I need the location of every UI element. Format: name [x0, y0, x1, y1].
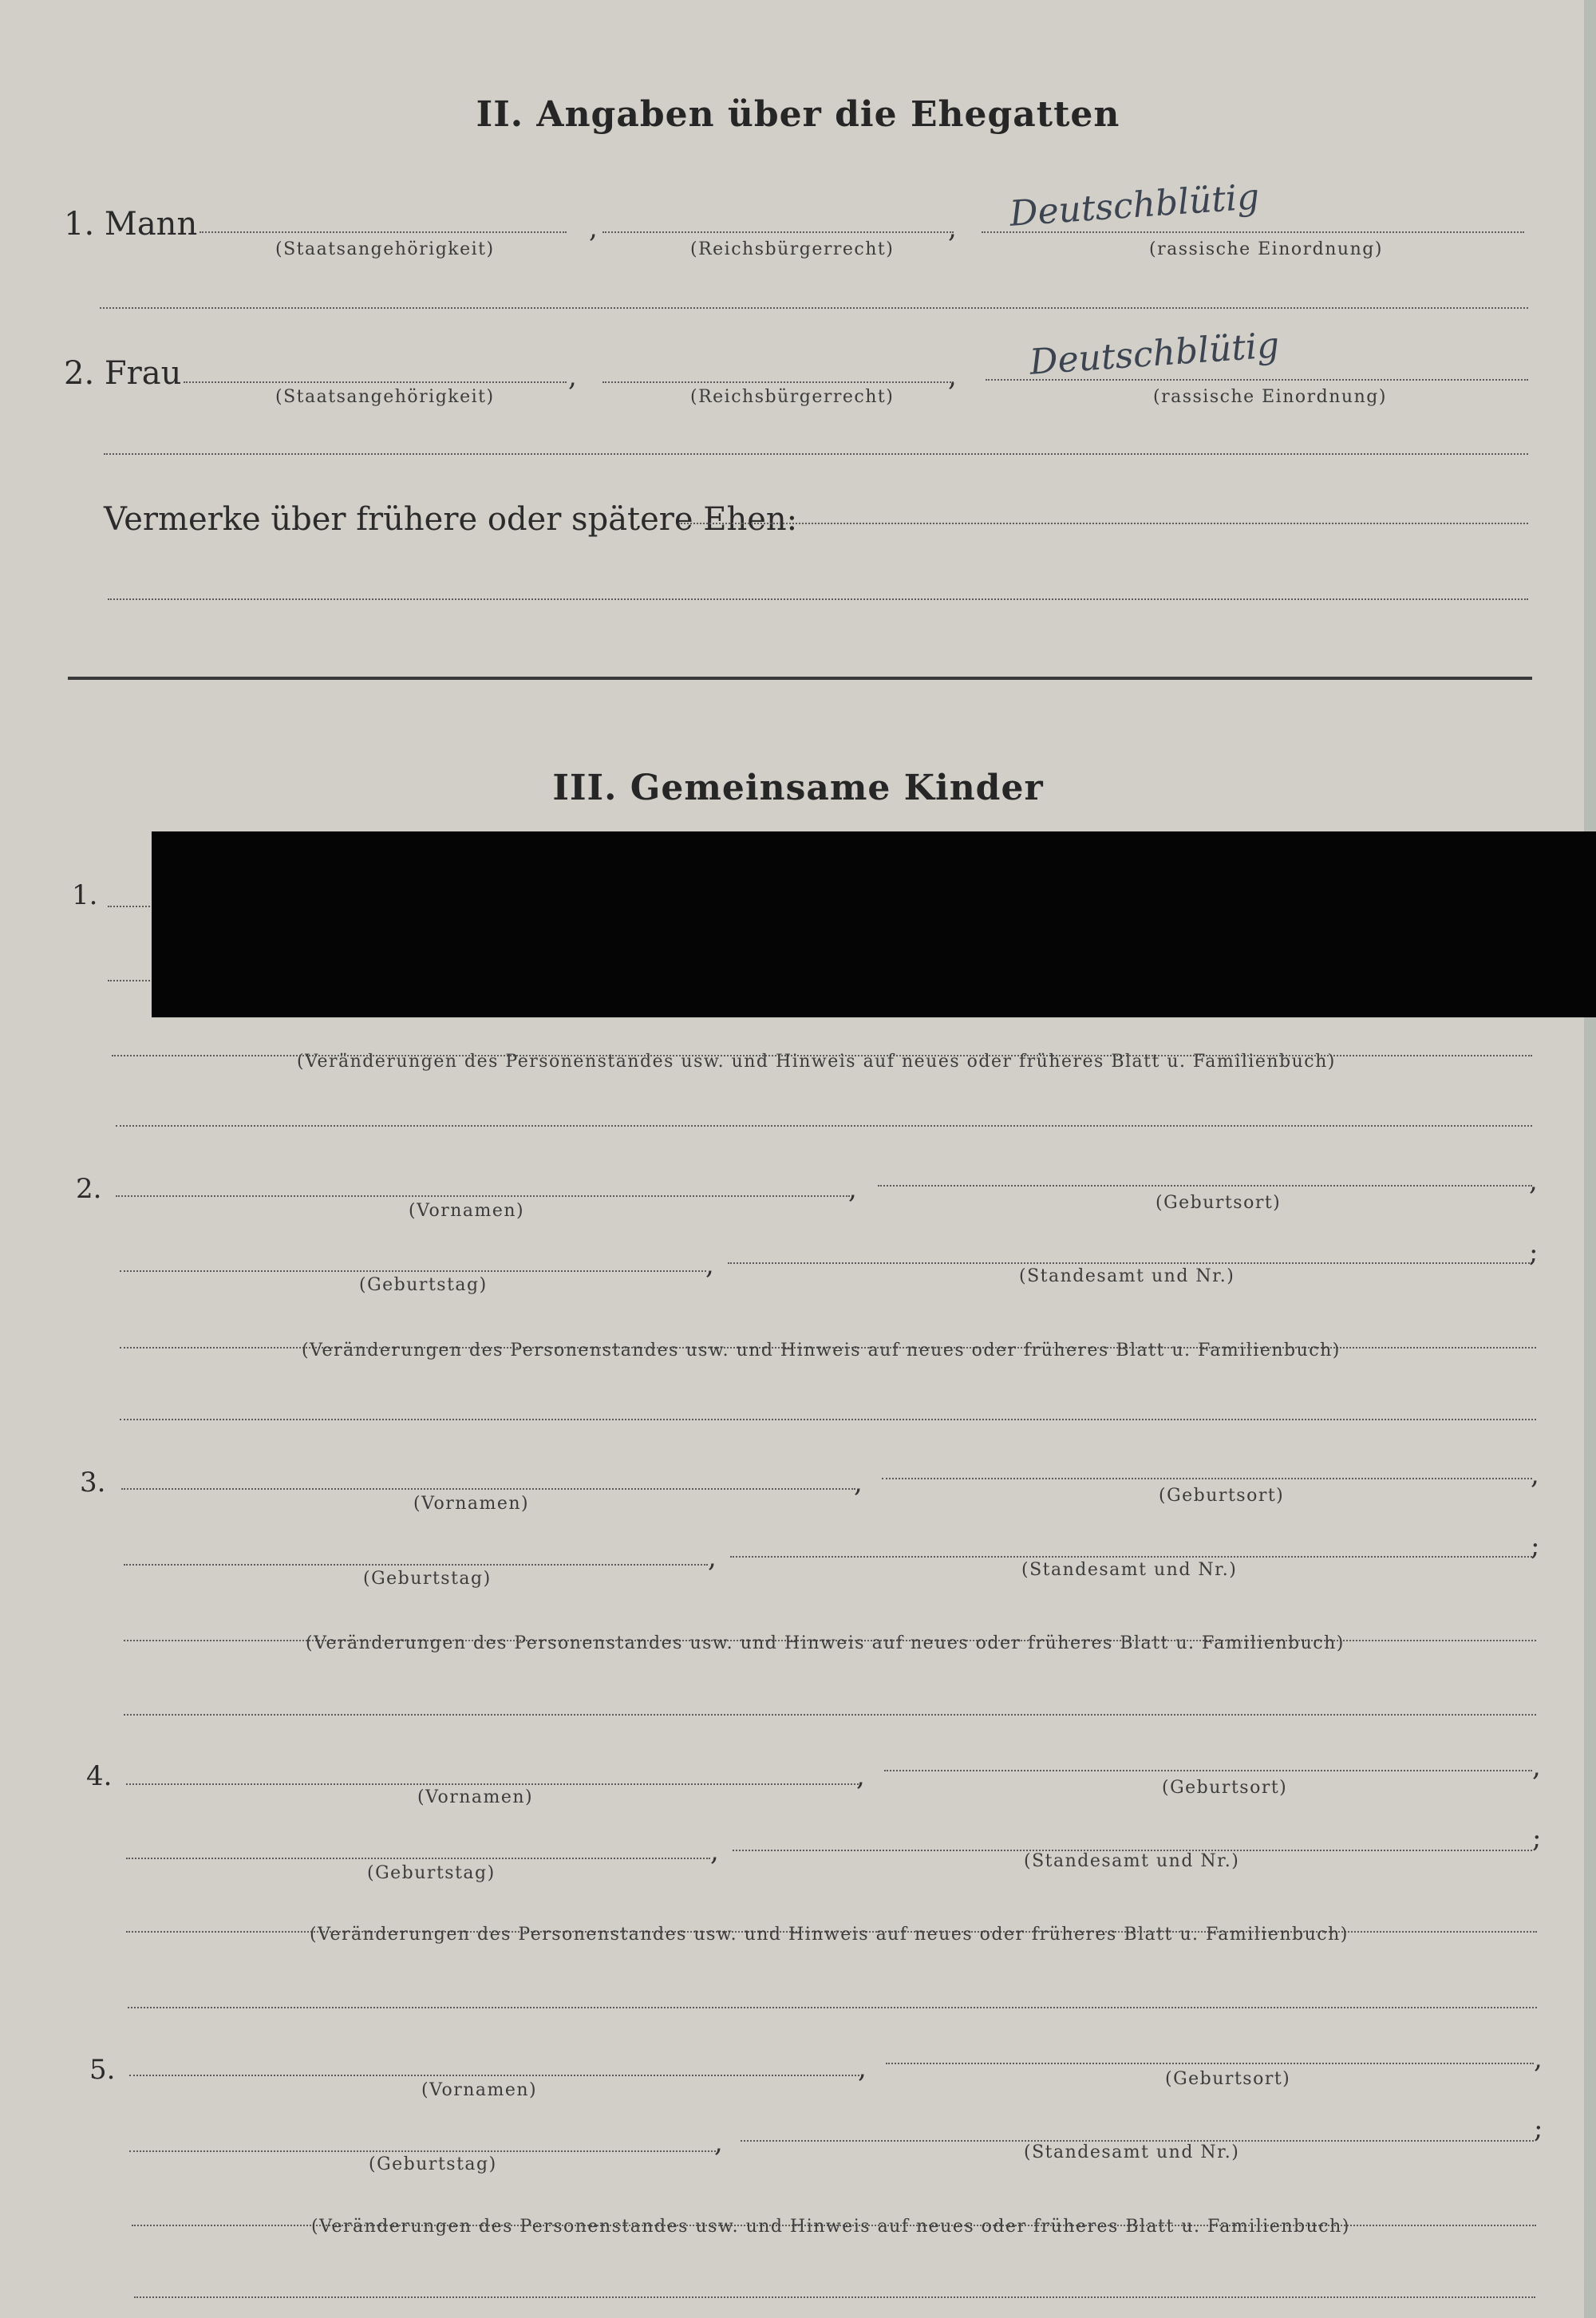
child1-changes-caption: (Veränderungen des Personenstandes usw. und Hinweis auf neues oder früheres Blatt u. Familienbuch)	[297, 1052, 1336, 1072]
section3-heading: III. Gemeinsame Kinder	[552, 768, 1044, 808]
man-racial-caption: (rassische Einordnung)	[1149, 239, 1383, 259]
birthplace-line	[878, 1185, 1532, 1187]
birthdate-line	[124, 1564, 708, 1566]
birthdate-line	[120, 1270, 706, 1272]
birthplace-caption: (Geburtsort)	[1162, 1778, 1288, 1798]
comma: ,	[710, 1835, 719, 1867]
comma: ,	[848, 1173, 857, 1205]
first-names-caption: (Vornamen)	[409, 1201, 525, 1221]
woman-racial-handwriting: Deutschblütig	[1028, 325, 1281, 383]
changes-caption: (Veränderungen des Personenstandes usw. und Hinweis auf neues oder früheres Blatt u. Familienbuch)	[311, 2217, 1350, 2237]
changes-line-2	[120, 1419, 1536, 1420]
woman-extra-line	[104, 453, 1528, 455]
comma: ,	[856, 1760, 865, 1792]
comma: ,	[854, 1467, 863, 1499]
man-nationality-line	[200, 231, 567, 233]
comma: ,	[1532, 1751, 1541, 1783]
child-number: 4.	[86, 1760, 113, 1792]
marriage-notes-line-2	[108, 598, 1528, 600]
man-extra-line	[100, 307, 1528, 309]
changes-caption: (Veränderungen des Personenstandes usw. und Hinweis auf neues oder früheres Blatt u. Familienbuch)	[302, 1341, 1341, 1360]
registry-office-caption: (Standesamt und Nr.)	[1024, 2142, 1240, 2162]
man-citizenship-caption: (Reichsbürgerrecht)	[690, 239, 895, 259]
birthplace-line	[884, 1770, 1532, 1771]
comma: ,	[1529, 1165, 1538, 1197]
comma: ,	[714, 2126, 723, 2158]
comma: ,	[568, 361, 577, 393]
page-edge	[1584, 0, 1596, 2318]
woman-label: 2. Frau	[64, 355, 182, 392]
first-names-line	[121, 1488, 855, 1490]
child-number: 2.	[76, 1173, 102, 1205]
marriage-notes-line	[678, 523, 1528, 524]
registry-office-caption: (Standesamt und Nr.)	[1019, 1266, 1235, 1286]
man-label: 1. Mann	[64, 206, 198, 243]
child1-line	[108, 906, 156, 907]
first-names-line	[126, 1783, 859, 1785]
semicolon: ;	[1534, 2113, 1543, 2145]
man-citizenship-line	[602, 231, 954, 233]
comma: ,	[589, 212, 598, 244]
child-number: 3.	[80, 1467, 106, 1499]
woman-citizenship-caption: (Reichsbürgerrecht)	[690, 387, 895, 407]
section-divider	[68, 677, 1532, 680]
changes-line-2	[134, 2296, 1535, 2298]
man-nationality-caption: (Staatsangehörigkeit)	[275, 239, 495, 259]
registry-office-caption: (Standesamt und Nr.)	[1021, 1560, 1238, 1580]
comma: ,	[948, 212, 957, 244]
woman-nationality-caption: (Staatsangehörigkeit)	[275, 387, 495, 407]
birthdate-caption: (Geburtstag)	[363, 1569, 492, 1589]
changes-caption: (Veränderungen des Personenstandes usw. und Hinweis auf neues oder früheres Blatt u. Familienbuch)	[306, 1633, 1345, 1653]
registry-office-caption: (Standesamt und Nr.)	[1024, 1851, 1240, 1871]
comma: ,	[705, 1249, 714, 1281]
first-names-line	[116, 1195, 850, 1197]
child-number: 5.	[89, 2054, 116, 2086]
birthplace-caption: (Geburtsort)	[1159, 1486, 1285, 1506]
birthplace-line	[882, 1478, 1532, 1479]
first-names-caption: (Vornamen)	[413, 1494, 530, 1514]
man-racial-handwriting: Deutschblütig	[1008, 176, 1261, 235]
registry-office-line	[728, 1262, 1532, 1264]
semicolon: ;	[1529, 1237, 1539, 1269]
comma: ,	[1534, 2043, 1543, 2075]
semicolon: ;	[1532, 1822, 1542, 1854]
birthdate-caption: (Geburtstag)	[359, 1275, 488, 1295]
comma: ,	[948, 361, 957, 393]
redaction-block	[152, 831, 1596, 1017]
semicolon: ;	[1531, 1530, 1540, 1562]
registry-office-line	[730, 1556, 1532, 1558]
birthplace-caption: (Geburtsort)	[1156, 1193, 1282, 1213]
birthdate-caption: (Geburtstag)	[369, 2154, 497, 2174]
child1-line-4	[116, 1125, 1532, 1127]
child-number: 1.	[72, 879, 98, 911]
birthplace-caption: (Geburtsort)	[1165, 2069, 1291, 2089]
comma: ,	[1531, 1459, 1539, 1491]
birthplace-line	[886, 2063, 1534, 2064]
woman-racial-caption: (rassische Einordnung)	[1153, 387, 1387, 407]
birthdate-line	[126, 1858, 710, 1859]
first-names-line	[129, 2075, 859, 2076]
first-names-caption: (Vornamen)	[421, 2080, 538, 2100]
woman-citizenship-line	[602, 381, 954, 383]
comma: ,	[858, 2052, 867, 2084]
child1-line-2	[108, 980, 156, 981]
man-racial-line	[982, 231, 1524, 233]
birthdate-caption: (Geburtstag)	[367, 1863, 496, 1883]
first-names-caption: (Vornamen)	[417, 1787, 534, 1807]
comma: ,	[708, 1542, 717, 1574]
changes-caption: (Veränderungen des Personenstandes usw. und Hinweis auf neues oder früheres Blatt u. Familienbuch)	[310, 1925, 1349, 1945]
birthdate-line	[129, 2150, 716, 2152]
changes-line-2	[128, 2007, 1537, 2008]
section2-heading: II. Angaben über die Ehegatten	[476, 94, 1120, 135]
changes-line-2	[124, 1714, 1536, 1716]
registry-office-line	[741, 2140, 1534, 2142]
woman-nationality-line	[184, 381, 567, 383]
marriage-notes-label: Vermerke über frühere oder spätere Ehen:	[104, 501, 798, 538]
